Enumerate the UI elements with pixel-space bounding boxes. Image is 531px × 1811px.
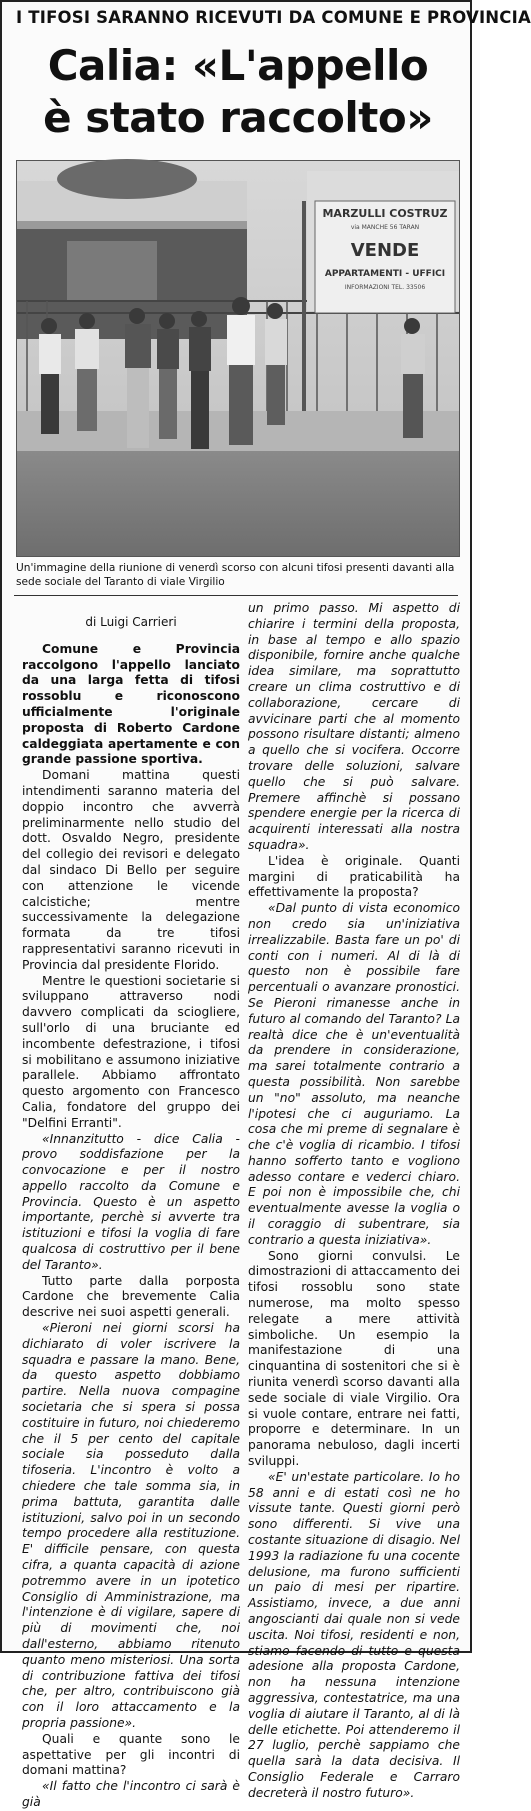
- news-photo: [16, 160, 460, 557]
- article-column-1: [22, 615, 240, 1811]
- headline-line-2: è stato raccolto»: [43, 93, 433, 142]
- quote-paragraph: «Innanzitutto - dice Calia - provo soddisfazione per la convocazione e per il nostro appello raccolto da Comune e Provincia. Questo è un aspetto importante, perchè si avverte tra istituzioni e tifosi la voglia di fare qualcosa di costruttivo per il bene del Taranto».: [22, 1131, 240, 1272]
- headline-line-1: Calia: «L'appello: [47, 41, 429, 90]
- photo-illustration: [17, 161, 459, 556]
- paragraph: Sono giorni convulsi. Le dimostrazioni di attaccamento dei tifosi rossoblu sono state numerose, ma molto spesso relegate a mere attività simboliche. Un esempio la manifestazione di una cinquantina di sostenitori che si è riunita venerdì scorso davanti alla sede sociale di viale Virgilio. Ora si vuole contare, entrare nei fatti, proporre e determinare. In un panorama nebuloso, dagli incerti sviluppi.: [248, 1248, 460, 1469]
- paragraph: L'idea è originale. Quanti margini di praticabilità ha effettivamente la proposta?: [248, 853, 460, 900]
- sign-text-apartments: APPARTAMENTI - UFFICI: [324, 269, 446, 279]
- kicker-headline: I TIFOSI SARANNO RICEVUTI DA COMUNE E PROVINCIA: [16, 8, 531, 27]
- sign-text-address: via MANCHE 56 TARAN: [350, 224, 420, 231]
- article-column-2: [248, 601, 460, 1802]
- divider-rule: [14, 595, 458, 596]
- paragraph: Mentre le questioni societarie si sviluppano attraverso nodi davvero complicati da sciogliere, sull'orlo di una bruciante ed incombente defestrazione, i tifosi si mobilitano e assumono iniziative parallele. Abbiamo affrontato questo argomento con Francesco Calia, fondatore del gruppo dei "Delfini Erranti".: [22, 973, 240, 1130]
- quote-paragraph: «Pieroni nei giorni scorsi ha dichiarato di voler iscrivere la squadra e passare la mano. Bene, da questo aspetto dobbiamo partire. Nella nuova compagine societaria che si spera si possa costituire in futuro, noi chiederemo che il 5 per cento del capitale sociale sia posseduto dalla tifoseria. L'incontro è volto a chiedere che tale somma sia, in prima battuta, garantita dalle istituzioni, salvo poi in un secondo tempo procedere alla restituzione. E' difficile pensare, con questa cifra, a quanta capacità di azione potremmo avere in un ipotetico Consiglio di Amministrazione, ma l'intenzione è di vigilare, sapere di più di movimenti che, noi dall'esterno, abbiamo ritenuto quanto meno misteriosi. Una sorta di contribuzione fattiva dei tifosi che, per altro, contribuiscono già con il loro attaccamento e la propria passione».: [22, 1321, 240, 1730]
- sign-text-info: INFORMAZIONI TEL. 33506: [344, 284, 426, 291]
- byline: di Luigi Carrieri: [85, 615, 177, 629]
- sign-text-company: MARZULLI COSTRUZ: [322, 207, 448, 220]
- sign-text-vende: VENDE: [350, 240, 420, 261]
- paragraph: Quali e quante sono le aspettative per gli incontri di domani mattina?: [22, 1731, 240, 1778]
- quote-paragraph: «E' un'estate particolare. Io ho 58 anni e di estati così ne ho vissute tante. Questi giorni però sono differenti. Si vive una costante situazione di disagio. Nel 1993 la radiazione fu una cocente delusione, ma furono sufficienti un paio di mesi per ripartire. Assistiamo, invece, a due anni angoscianti dai quale non si vede uscita. Noi tifosi, residenti e non, stiamo facendo di tutto e questa adesione alla proposta Cardone, non ha nessuna intenzione aggressiva, contestatrice, ma una voglia di aiutare il Taranto, al di là delle etichette. Poi attenderemo il 27 luglio, perchè sappiamo che quella sarà la data decisiva. Il Consiglio Federale e Carraro decreterà il nostro futuro».: [248, 1469, 460, 1800]
- photo-caption: Un'immagine della riunione di venerdì scorso con alcuni tifosi presenti davanti alla sede sociale del Taranto di viale Virgilio: [16, 562, 455, 588]
- quote-paragraph: «Dal punto di vista economico non credo sia un'iniziativa irrealizzabile. Basta fare un po' di conti con i numeri. Al di là di questo non è possibile fare percentuali o avanzare pronostici. Se Pieroni rimanesse anche in futuro al comando del Taranto? La realtà dice che è un'eventualità da prendere in considerazione, ma sarei totalmente contrario a questa possibilità. Non sarebbe un "no" assoluto, ma neanche l'ipotesi che ci auguriamo. La cosa che mi preme di segnalare è che c'è voglia di ricambio. I tifosi hanno sofferto tanto e vogliono adesso contare e vederci chiaro. E poi non è impossibile che, chi eventualmente avesse la voglia o il coraggio di subentrare, sia contrario a questa iniziativa».: [248, 901, 460, 1247]
- paragraph: Domani mattina questi intendimenti saranno materia del doppio incontro che avverrà preliminarmente nello studio del dott. Osvaldo Negro, presidente del collegio dei revisori e delegato dal sindaco Di Bello per seguire con attenzione le vicende calcistiche; mentre successivamente la delegazione formata da tre tifosi rappresentativi saranno ricevuti in Provincia dal presidente Florido.: [22, 768, 240, 972]
- main-headline: [12, 40, 464, 144]
- paragraph: Comune e Provincia raccolgono l'appello lanciato da una larga fetta di tifosi rossoblu e riconoscono ufficialmente l'originale proposta di Roberto Cardone caldeggiata apertamente e con grande passione sportiva.: [22, 641, 240, 767]
- quote-paragraph: un primo passo. Mi aspetto di chiarire i termini della proposta, in base al tempo e allo spazio disponibile, fornire anche qualche idea similare, ma soprattutto creare un clima costruttivo e di collaborazione, cercare di avvicinare parti che al momento possono risultare distanti; almeno a quello che si vocifera. Occorre trovare delle soluzioni, salvare quello che si può salvare. Premere affinchè si possano spendere energie per la ricerca di acquirenti interessati alla nostra squadra».: [248, 601, 460, 852]
- paragraph: Tutto parte dalla porposta Cardone che brevemente Calia descrive nei suoi aspetti generali.: [22, 1273, 240, 1320]
- quote-paragraph: «Il fatto che l'incontro ci sarà è già: [22, 1779, 240, 1809]
